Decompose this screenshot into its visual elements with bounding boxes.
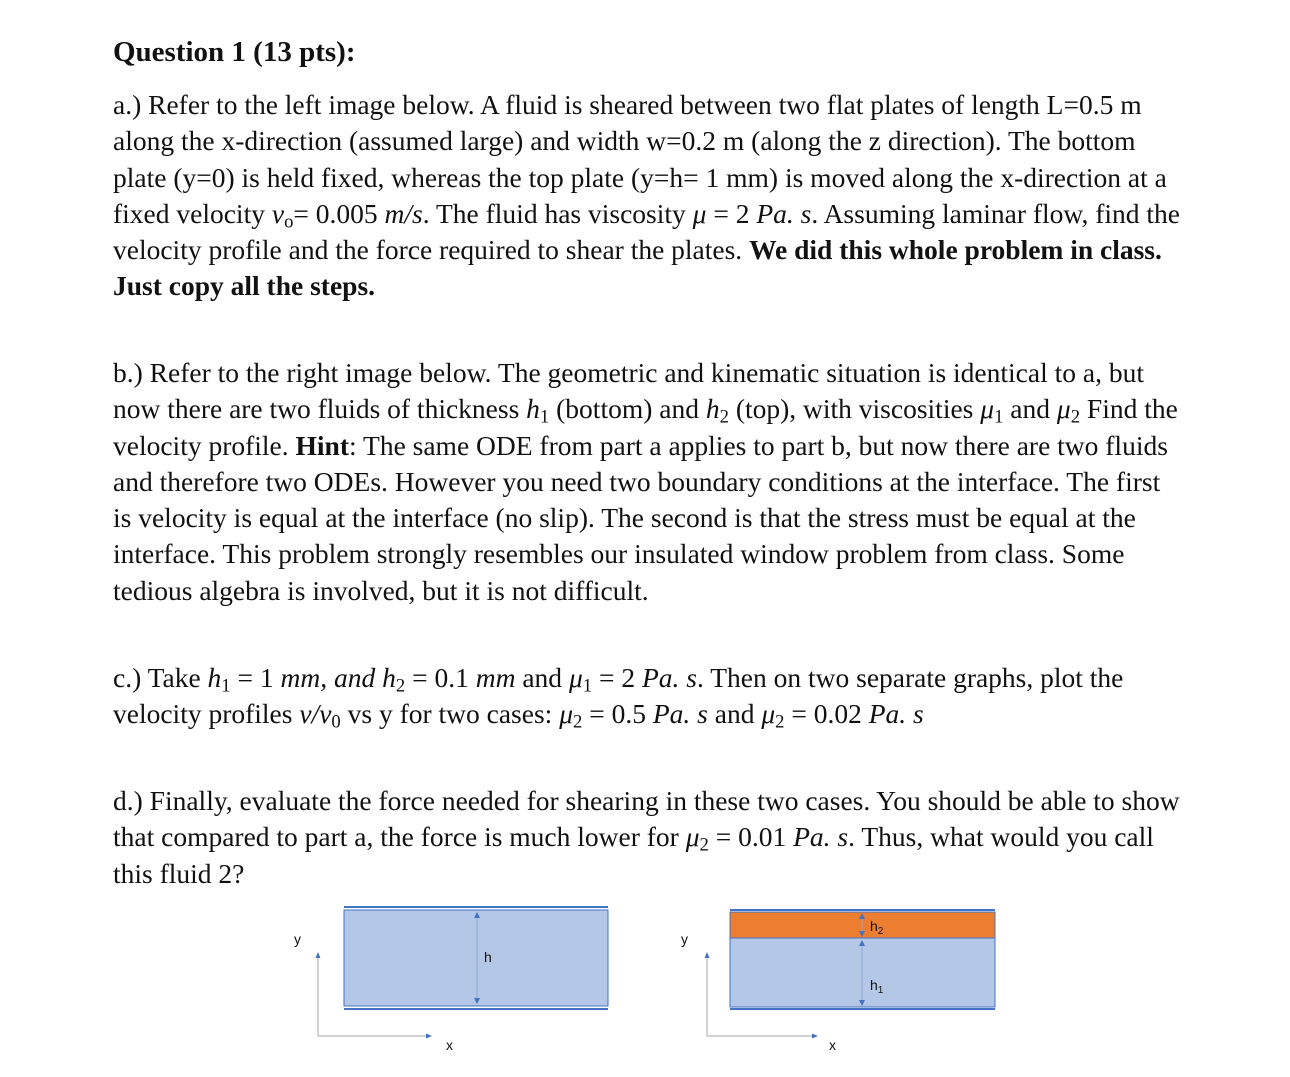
left-x-arrow: [426, 1034, 432, 1039]
left-y-label: y: [294, 931, 301, 947]
figure-svg: [280, 898, 1020, 1063]
right-h2-label: $h_2$: [870, 918, 884, 937]
part-c-paragraph: c.) Take $h_1 = 1$ mm, and $h_2 = 0.1$ mm and $\mu_1 = 2$ Pa. s. Then on two separate graphs, plot the velocity profiles $v/v_0$ vs y for two cases: $\mu_2 = 0.5$ Pa. s and $\mu_2 = 0.02$ Pa. s: [113, 662, 1124, 733]
left-y-arrow: [316, 952, 321, 958]
left-fluid: [344, 910, 608, 1006]
right-x-arrow: [812, 1034, 818, 1039]
part-d-paragraph: d.) Finally, evaluate the force needed for shearing in these two cases. You should be able to show that compared to part a, the force is much lower for $\mu_2 = 0.01$ Pa. s. Thus, what would you call this fluid 2?: [113, 785, 1180, 889]
right-h1-label: $h_1$: [870, 977, 884, 996]
left-diagram: [294, 907, 608, 1053]
figure-plates: [280, 898, 1020, 1063]
question-title: Question 1 (13 pts):: [113, 36, 356, 68]
left-h-label: h: [484, 949, 492, 965]
right-y-label: y: [681, 931, 688, 947]
left-x-label: x: [446, 1037, 453, 1053]
right-y-arrow: [705, 952, 710, 958]
right-x-label: x: [829, 1037, 836, 1053]
right-diagram: [681, 910, 995, 1053]
part-a-paragraph: a.) Refer to the left image below. A fluid is sheared between two flat plates of length L=0.5 m along the x-direction (assumed large) and width w=0.2 m (along the z direction). The bottom plate (y=0) is held fixed, whereas the top plate (y=h= 1 mm) is moved along the x-direction at a fixed velocity $v_o= 0.005$ m/s. The fluid has viscosity μ = 2 Pa. s. Assuming laminar flow, find the velocity profile and the force required to shear the plates. We did this whole problem in class. Just copy all the steps.: [113, 89, 1181, 302]
part-b-paragraph: b.) Refer to the right image below. The geometric and kinematic situation is identical to a, but now there are two fluids of thickness $h_1$ (bottom) and $h_2$ (top), with viscosities $\mu_1$ and $\mu_2$ Find the velocity profile. Hint: The same ODE from part a applies to part b, but now there are two fluids and therefore two ODEs. However you need two boundary conditions at the interface. The first is velocity is equal at the interface (no slip). The second is that the stress must be equal at the interface. This problem strongly resembles our insulated window problem from class. Some tedious algebra is involved, but it is not difficult.: [113, 357, 1178, 606]
